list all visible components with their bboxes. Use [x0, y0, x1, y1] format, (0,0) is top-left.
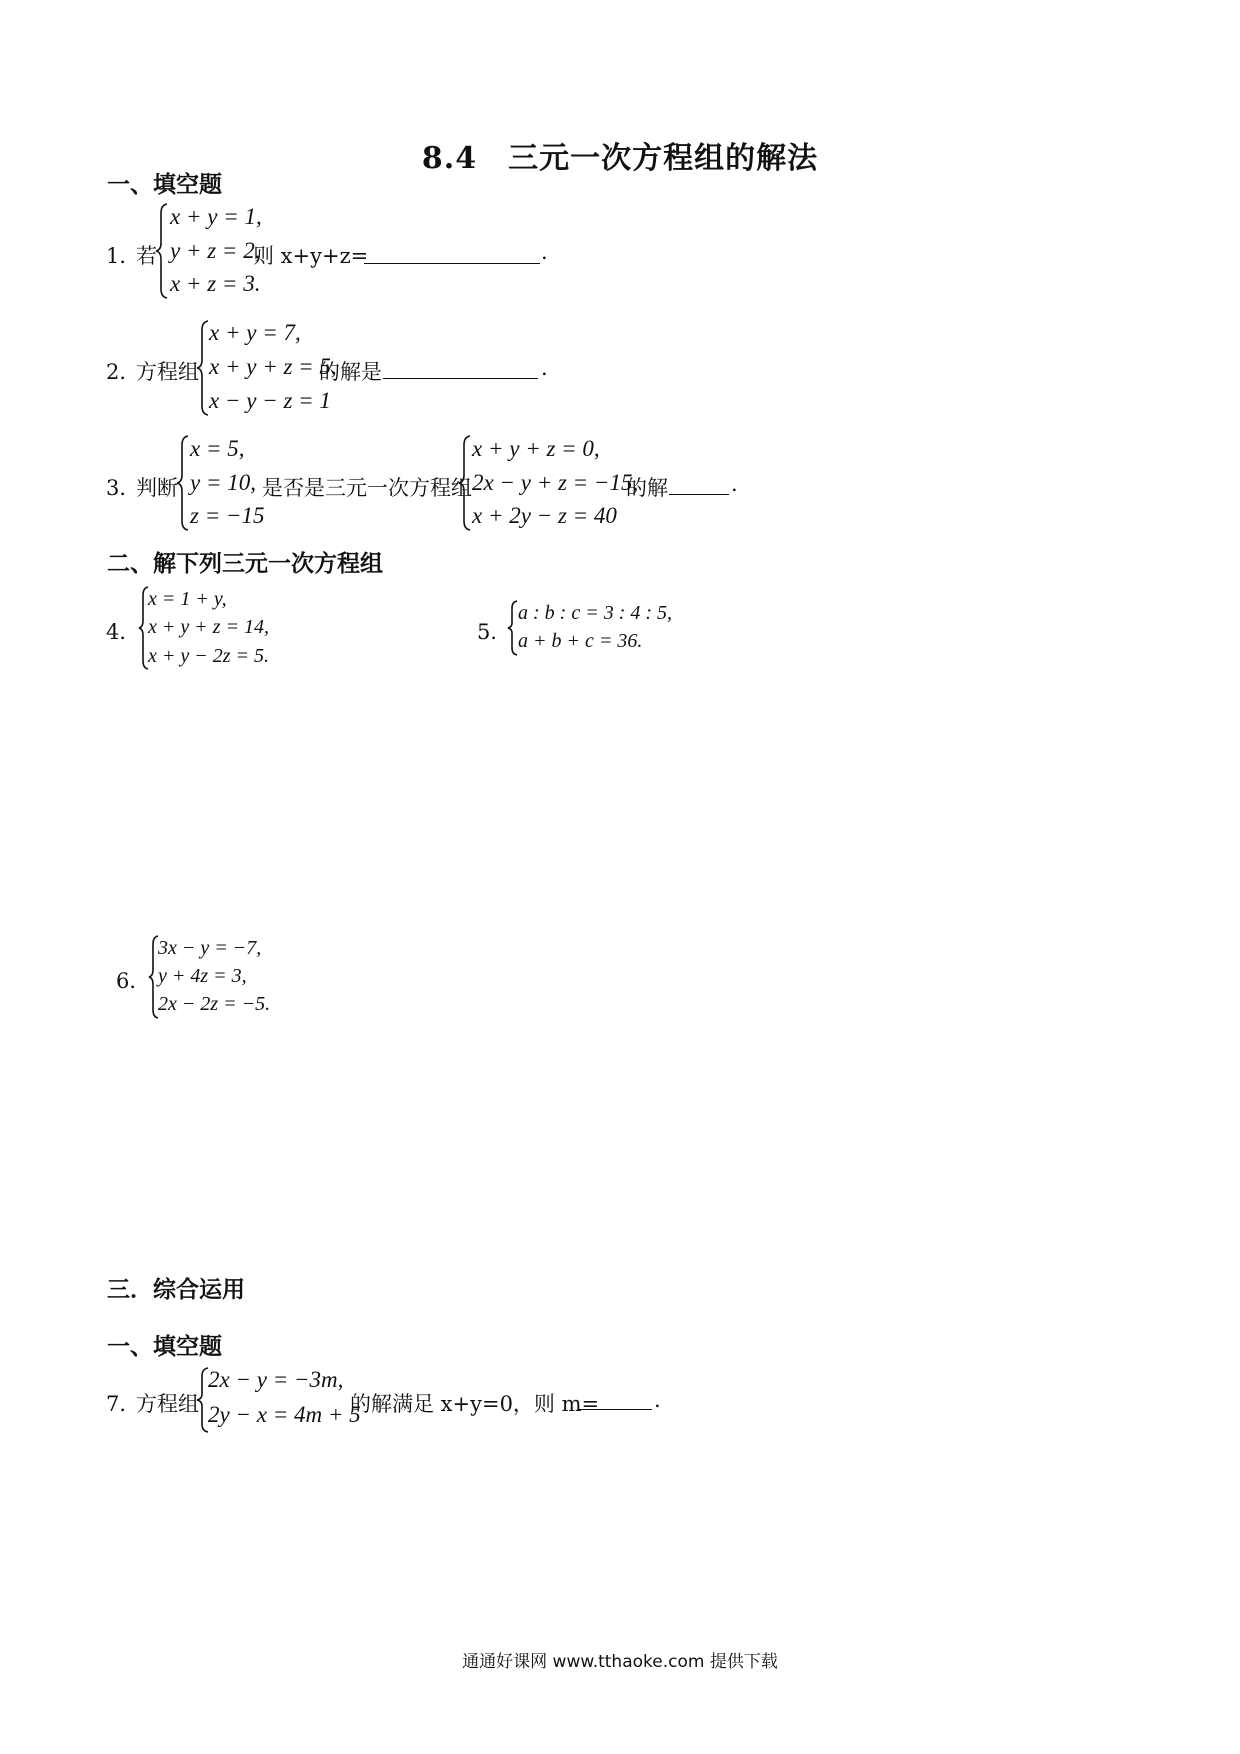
left-brace-icon: [196, 320, 210, 416]
equation-line: a + b + c = 36.: [518, 630, 643, 652]
equation-line: 2x − 2z = −5.: [158, 993, 271, 1015]
question-number: 6．: [116, 969, 151, 993]
equation-line: 2x − y + z = −15,: [472, 470, 639, 495]
section-subheading-fill-blank: 一、填空题: [107, 1334, 222, 1360]
footer-credit: 通通好课网 www.tthaoke.com 提供下载: [462, 1652, 778, 1672]
answer-blank[interactable]: [364, 262, 540, 264]
answer-blank[interactable]: [669, 493, 729, 495]
equation-line: x − y − z = 1: [209, 388, 331, 413]
left-brace-icon: [176, 435, 190, 531]
equation-line: x + y + z = 0,: [472, 436, 600, 461]
question-text: 的解满足 x+y=0，则 m=: [350, 1392, 600, 1416]
equation-line: y + 4z = 3,: [158, 965, 247, 987]
equation-line: x = 5,: [190, 436, 245, 461]
question-lead: 方程组: [136, 360, 199, 384]
answer-blank[interactable]: [383, 377, 538, 379]
left-brace-icon: [458, 435, 472, 531]
period: .: [731, 472, 738, 496]
equation-line: x + y = 1,: [170, 204, 262, 229]
equation-line: y + z = 2,: [170, 238, 261, 263]
question-lead: 若: [136, 244, 157, 268]
page-title: 8.4 三元一次方程组的解法: [421, 141, 819, 176]
question-number: 7．: [106, 1392, 141, 1416]
section-heading-fill-blank: 一、填空题: [107, 172, 222, 198]
period: .: [654, 1388, 661, 1412]
equation-line: x + y − 2z = 5.: [148, 645, 270, 667]
equation-line: x + y + z = 5,: [209, 354, 337, 379]
equation-line: x + z = 3.: [170, 271, 261, 296]
equation-line: x + 2y − z = 40: [472, 503, 617, 528]
equation-line: x + y = 7,: [209, 320, 301, 345]
equation-line: 3x − y = −7,: [158, 937, 262, 959]
question-number: 2．: [106, 360, 141, 384]
equation-line: x = 1 + y,: [148, 588, 227, 610]
left-brace-icon: [155, 203, 169, 299]
question-text: 是否是三元一次方程组: [262, 476, 472, 500]
section-heading-solve: 二、解下列三元一次方程组: [107, 551, 383, 577]
question-text: 的解是: [319, 360, 382, 384]
equation-line: 2x − y = −3m,: [208, 1367, 344, 1392]
question-lead: 方程组: [136, 1392, 199, 1416]
period: .: [541, 240, 548, 264]
question-number: 4．: [106, 620, 141, 644]
question-lead: 判断: [136, 476, 178, 500]
question-number: 1．: [106, 244, 141, 268]
question-text: 则 x+y+z=: [253, 244, 369, 268]
equation-line: a : b : c = 3 : 4 : 5,: [518, 602, 673, 624]
equation-line: 2y − x = 4m + 5: [208, 1402, 361, 1427]
question-number: 3．: [106, 476, 141, 500]
equation-line: y = 10,: [190, 470, 256, 495]
equation-line: z = −15: [190, 503, 265, 528]
question-number: 5．: [477, 620, 512, 644]
question-text: 的解: [626, 476, 668, 500]
section-heading-application: 三．综合运用: [107, 1277, 245, 1303]
answer-blank[interactable]: [578, 1408, 652, 1410]
equation-line: x + y + z = 14,: [148, 616, 270, 638]
period: .: [541, 356, 548, 380]
